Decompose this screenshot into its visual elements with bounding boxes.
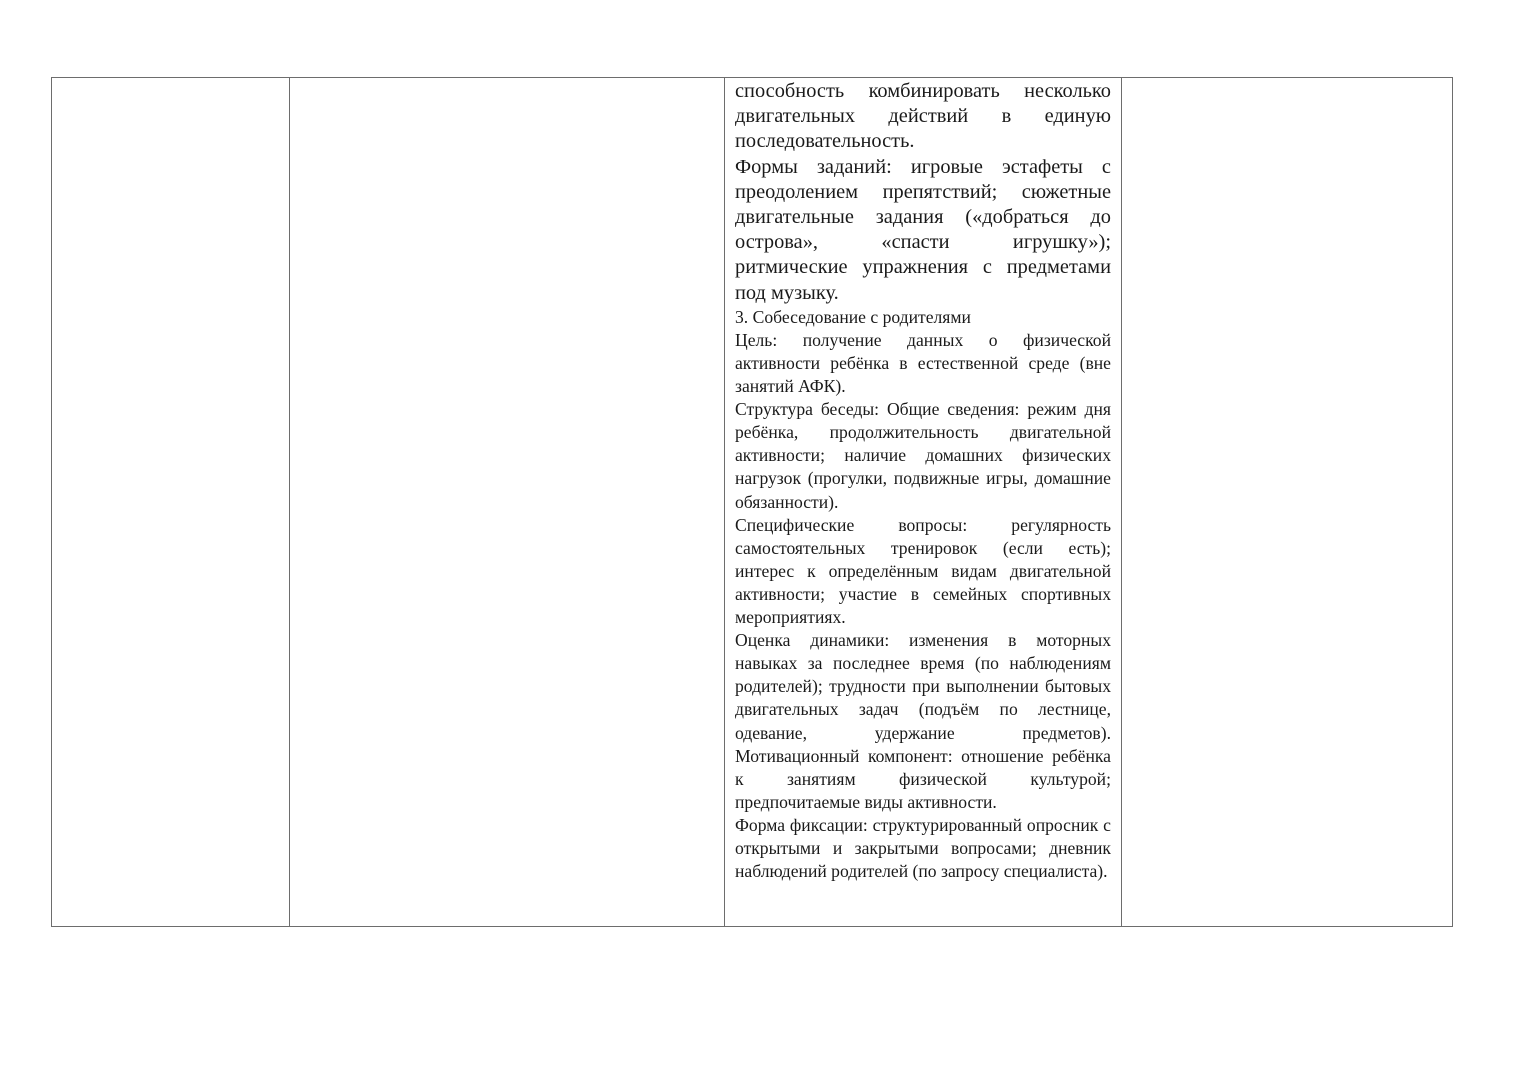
table-row [52, 78, 1453, 927]
table-cell-column-2 [290, 78, 725, 927]
paragraph: способность комбинировать несколько двигательных действий в единую последовательность. [735, 80, 1111, 153]
paragraph: Цель: получение данных о физической активности ребёнка в естественной среде (вне занятий АФК). [735, 329, 1111, 397]
paragraph: Оценка динамики: изменения в моторных навыках за последнее время (по наблюдениям родителей); трудности при выполнении бытовых двигательных задач (подъём по лестнице, одевание, удержание предметов). Мотивационный компонент: отношение ребёнка к занятиям физической культурой; предпочитаемые виды активности. [735, 630, 1111, 812]
paragraph: Форма фиксации: структурированный опросник с открытыми и закрытыми вопросами; дневник наблюдений родителей (по запросу специалиста). [735, 814, 1111, 882]
paragraph: Специфические вопросы: регулярность самостоятельных тренировок (если есть); интерес к определённым видам двигательной активности; участие в семейных спортивных мероприятиях. [735, 514, 1111, 628]
table-cell-column-1 [52, 78, 290, 927]
section-heading: 3. Собеседование с родителями [735, 306, 971, 327]
table-cell-column-4 [1122, 78, 1453, 927]
paragraph: Формы заданий: игровые эстафеты с преодолением препятствий; сюжетные двигательные задания («добраться до острова», «спасти игрушку»); ритмические упражнения с предметами под музыку. [735, 155, 1111, 304]
table-cell-column-3 [725, 78, 1122, 927]
content-table [51, 77, 1453, 927]
paragraph: Структура беседы: Общие сведения: режим дня ребёнка, продолжительность двигательной активности; наличие домашних физических нагрузок (прогулки, подвижные игры, домашние обязанности). [735, 399, 1111, 512]
